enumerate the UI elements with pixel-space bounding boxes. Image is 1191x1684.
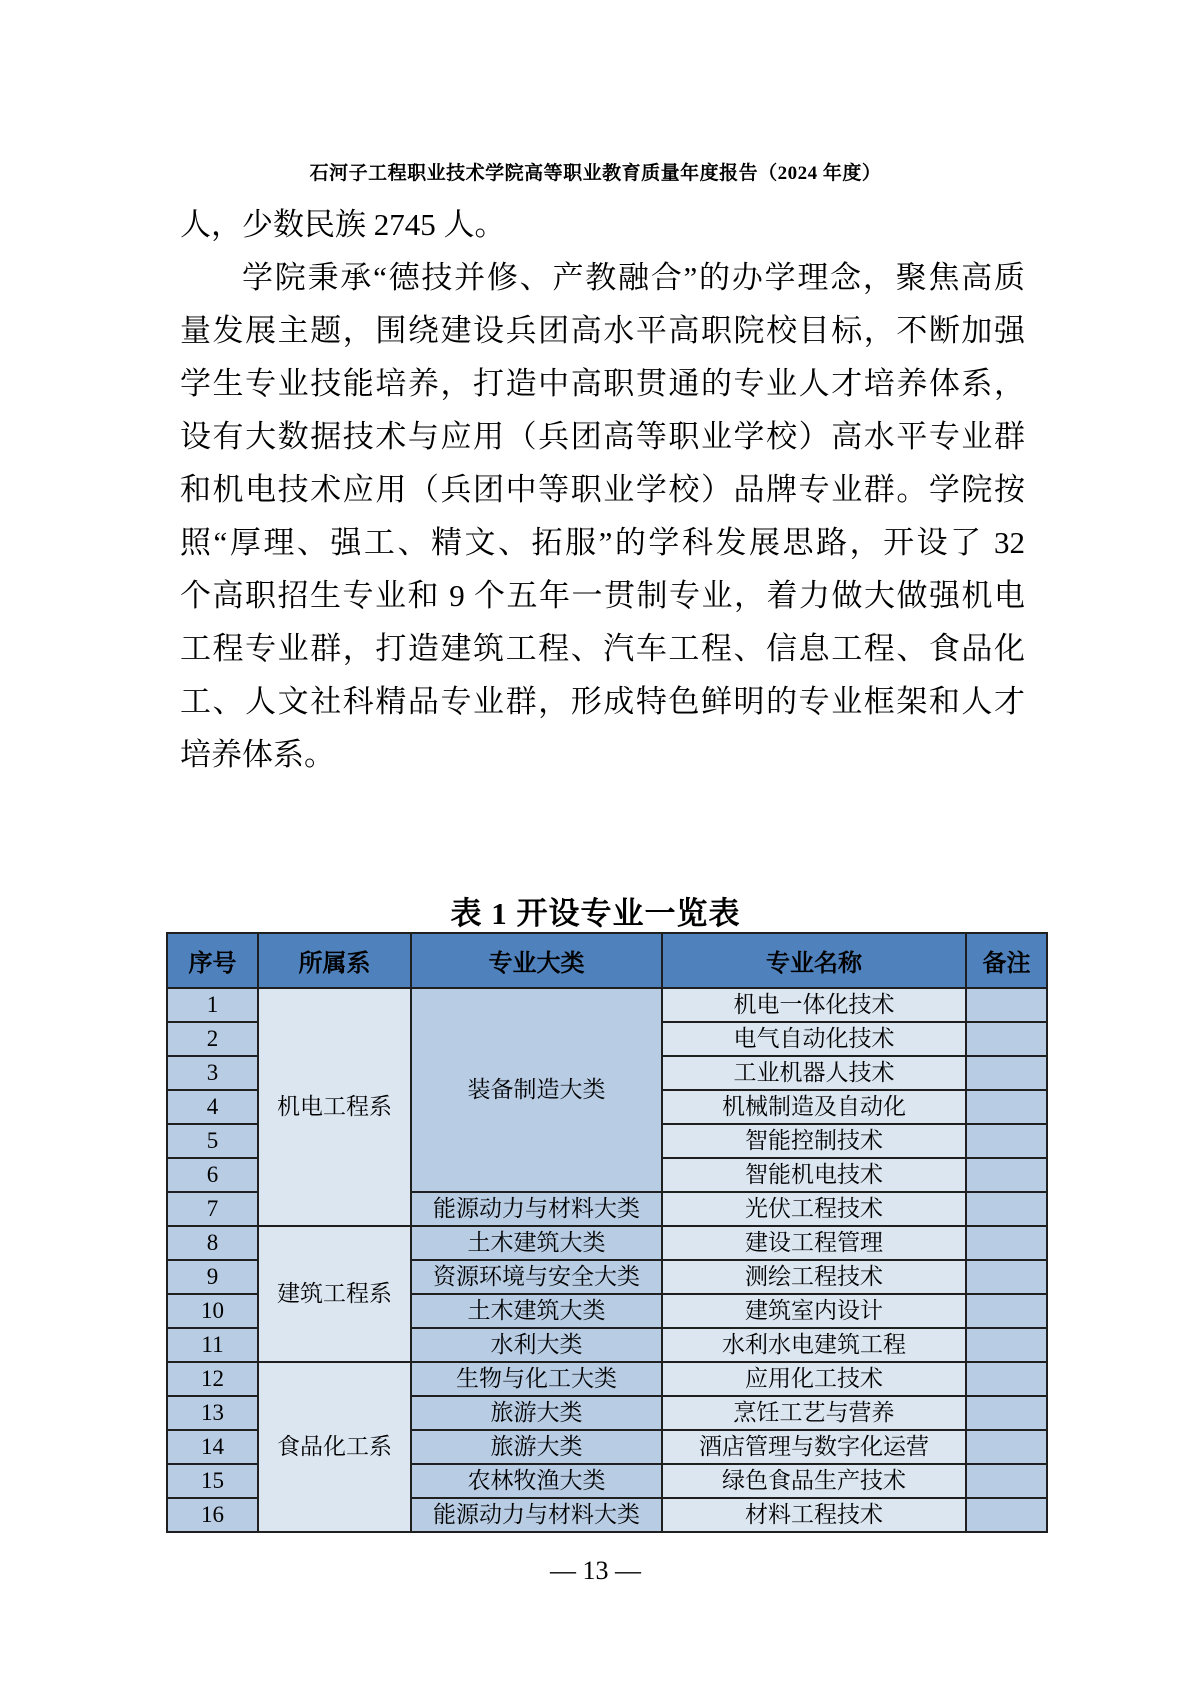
table-body [167, 988, 1047, 1532]
body-line: 个高职招生专业和 9 个五年一贯制专业，着力做大做强机电 [180, 578, 1025, 613]
table-row [167, 988, 1047, 1022]
cell-note [966, 1056, 1047, 1090]
cell-index: 11 [167, 1328, 258, 1362]
column-header-note: 备注 [966, 933, 1047, 988]
body-line: 培养体系。 [180, 737, 335, 772]
cell-category: 水利大类 [411, 1328, 662, 1362]
cell-major: 机电一体化技术 [662, 988, 966, 1022]
table-row [167, 1226, 1047, 1260]
cell-note [966, 1090, 1047, 1124]
cell-index: 2 [167, 1022, 258, 1056]
cell-index: 12 [167, 1362, 258, 1396]
cell-major: 光伏工程技术 [662, 1192, 966, 1226]
cell-index: 8 [167, 1226, 258, 1260]
majors-table [166, 932, 1048, 1533]
cell-note [966, 1362, 1047, 1396]
cell-major: 智能控制技术 [662, 1124, 966, 1158]
cell-category: 资源环境与安全大类 [411, 1260, 662, 1294]
table-header-row [167, 933, 1047, 988]
cell-note [966, 1226, 1047, 1260]
cell-category: 装备制造大类 [411, 988, 662, 1192]
body-line: 照“厚理、强工、精文、拓服”的学科发展思路，开设了 32 [180, 525, 1025, 560]
cell-category: 旅游大类 [411, 1396, 662, 1430]
table-row [167, 1362, 1047, 1396]
cell-category: 农林牧渔大类 [411, 1464, 662, 1498]
cell-dept: 机电工程系 [258, 988, 411, 1226]
page-number: — 13 — [550, 1556, 641, 1585]
body-line: 学生专业技能培养，打造中高职贯通的专业人才培养体系， [180, 366, 1025, 401]
body-line: 设有大数据技术与应用（兵团高等职业学校）高水平专业群 [180, 419, 1025, 454]
body-line: 工、人文社科精品专业群，形成特色鲜明的专业框架和人才 [180, 684, 1025, 719]
cell-note [966, 1158, 1047, 1192]
cell-note [966, 1124, 1047, 1158]
cell-major: 建筑室内设计 [662, 1294, 966, 1328]
column-header-category: 专业大类 [411, 933, 662, 988]
cell-note [966, 1464, 1047, 1498]
body-text [180, 198, 1025, 781]
cell-category: 旅游大类 [411, 1430, 662, 1464]
cell-index: 15 [167, 1464, 258, 1498]
cell-dept: 建筑工程系 [258, 1226, 411, 1362]
cell-major: 电气自动化技术 [662, 1022, 966, 1056]
table-caption: 表 1 开设专业一览表 [450, 896, 741, 931]
cell-note [966, 988, 1047, 1022]
cell-major: 工业机器人技术 [662, 1056, 966, 1090]
cell-note [966, 1022, 1047, 1056]
cell-index: 9 [167, 1260, 258, 1294]
cell-major: 烹饪工艺与营养 [662, 1396, 966, 1430]
cell-index: 5 [167, 1124, 258, 1158]
cell-index: 16 [167, 1498, 258, 1532]
cell-major: 建设工程管理 [662, 1226, 966, 1260]
cell-index: 10 [167, 1294, 258, 1328]
column-header-index: 序号 [167, 933, 258, 988]
column-header-dept: 所属系 [258, 933, 411, 988]
cell-note [966, 1396, 1047, 1430]
cell-note [966, 1328, 1047, 1362]
cell-major: 应用化工技术 [662, 1362, 966, 1396]
cell-major: 机械制造及自动化 [662, 1090, 966, 1124]
body-line: 量发展主题，围绕建设兵团高水平高职院校目标，不断加强 [180, 313, 1025, 348]
cell-category: 能源动力与材料大类 [411, 1498, 662, 1532]
cell-index: 1 [167, 988, 258, 1022]
cell-note [966, 1294, 1047, 1328]
cell-category: 土木建筑大类 [411, 1294, 662, 1328]
cell-major: 材料工程技术 [662, 1498, 966, 1532]
cell-category: 土木建筑大类 [411, 1226, 662, 1260]
body-line: 学院秉承“德技并修、产教融合”的办学理念，聚焦高质 [242, 260, 1025, 295]
body-line: 人，少数民族 2745 人。 [180, 207, 506, 242]
column-header-major: 专业名称 [662, 933, 966, 988]
cell-category: 生物与化工大类 [411, 1362, 662, 1396]
cell-index: 14 [167, 1430, 258, 1464]
cell-dept: 食品化工系 [258, 1362, 411, 1532]
cell-note [966, 1430, 1047, 1464]
cell-note [966, 1498, 1047, 1532]
cell-index: 7 [167, 1192, 258, 1226]
page-header-title: 石河子工程职业技术学院高等职业教育质量年度报告（2024 年度） [309, 163, 882, 184]
cell-index: 6 [167, 1158, 258, 1192]
cell-major: 绿色食品生产技术 [662, 1464, 966, 1498]
body-line: 工程专业群，打造建筑工程、汽车工程、信息工程、食品化 [180, 631, 1025, 666]
cell-index: 13 [167, 1396, 258, 1430]
cell-major: 测绘工程技术 [662, 1260, 966, 1294]
cell-major: 酒店管理与数字化运营 [662, 1430, 966, 1464]
cell-major: 水利水电建筑工程 [662, 1328, 966, 1362]
body-line: 和机电技术应用（兵团中等职业学校）品牌专业群。学院按 [180, 472, 1025, 507]
cell-major: 智能机电技术 [662, 1158, 966, 1192]
cell-note [966, 1192, 1047, 1226]
cell-index: 4 [167, 1090, 258, 1124]
cell-index: 3 [167, 1056, 258, 1090]
cell-note [966, 1260, 1047, 1294]
cell-category: 能源动力与材料大类 [411, 1192, 662, 1226]
